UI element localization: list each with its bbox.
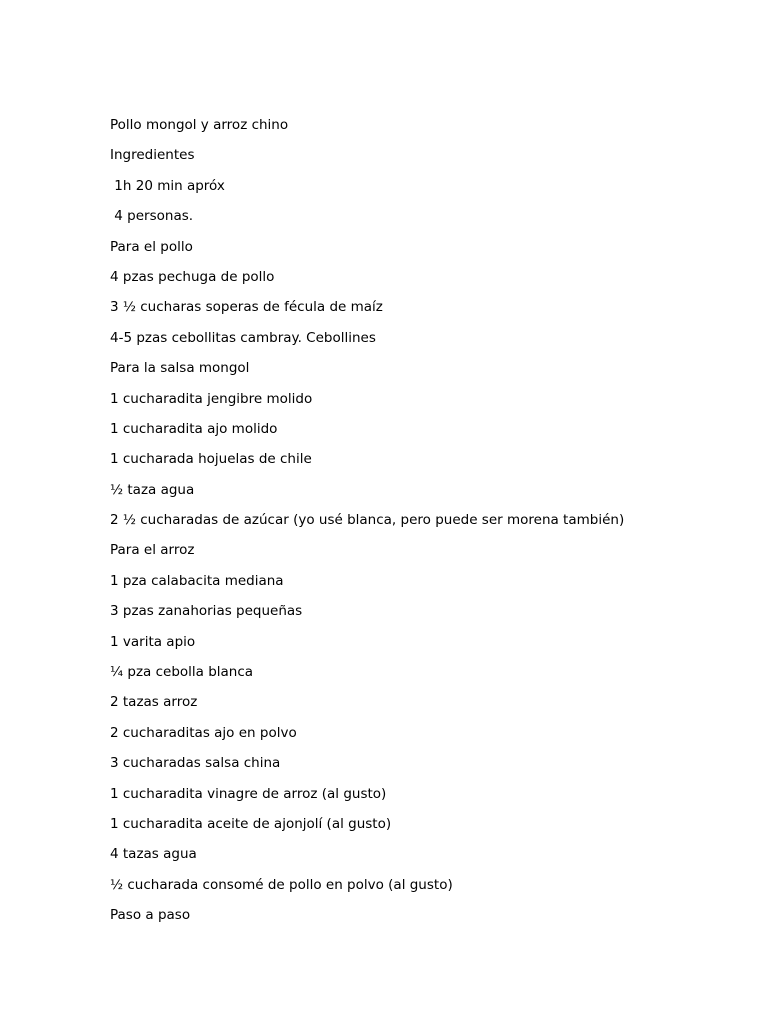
servings: 4 personas. [110, 208, 194, 225]
document-title: Pollo mongol y arroz chino [110, 117, 289, 133]
section-heading-ingredients: Ingredientes [110, 147, 195, 164]
ingredient-line: 3 pzas zanahorias pequeñas [110, 603, 303, 620]
ingredient-line: 1 pza calabacita mediana [110, 572, 284, 589]
prep-time: 1h 20 min apróx [110, 177, 225, 194]
ingredient-line: 2 tazas arroz [110, 694, 198, 711]
ingredient-line: 1 cucharada hojuelas de chile [110, 451, 312, 468]
ingredient-line: 1 cucharadita aceite de ajonjolí (al gusto) [110, 815, 392, 832]
ingredient-line: ¼ pza cebolla blanca [110, 664, 254, 681]
ingredient-line: 4 tazas agua [110, 846, 197, 863]
ingredient-line: 1 cucharadita ajo molido [110, 420, 278, 437]
ingredient-line: 3 cucharadas salsa china [110, 755, 281, 772]
recipe-text [110, 113, 730, 934]
ingredient-line: 4 pzas pechuga de pollo [110, 268, 275, 285]
ingredient-line: ½ taza agua [110, 481, 195, 498]
ingredient-line: ½ cucharada consomé de pollo en polvo (al gusto) [110, 876, 453, 893]
ingredient-line: 2 cucharaditas ajo en polvo [110, 724, 297, 741]
ingredient-line: 2 ½ cucharadas de azúcar (yo usé blanca, pero puede ser morena también) [110, 512, 625, 529]
ingredient-line: 1 varita apio [110, 633, 196, 650]
subheading-chicken: Para el pollo [110, 238, 193, 255]
subheading-mongol-sauce: Para la salsa mongol [110, 360, 250, 377]
ingredient-line: 1 cucharadita jengibre molido [110, 390, 313, 407]
section-heading-steps: Paso a paso [110, 907, 191, 924]
subheading-rice: Para el arroz [110, 542, 195, 559]
ingredient-line: 4-5 pzas cebollitas cambray. Cebollines [110, 329, 376, 346]
ingredient-line: 1 cucharadita vinagre de arroz (al gusto) [110, 785, 387, 802]
ingredient-line: 3 ½ cucharas soperas de fécula de maíz [110, 299, 383, 316]
